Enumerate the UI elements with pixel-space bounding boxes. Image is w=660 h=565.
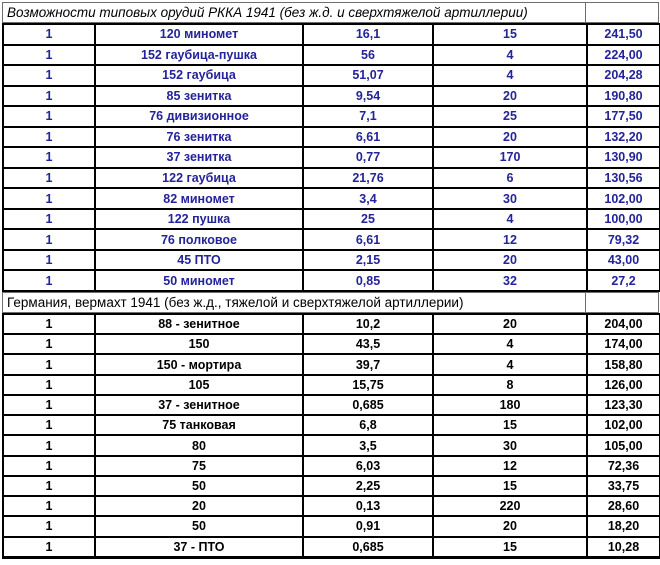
section-title-wehrmacht[interactable]: Германия, вермахт 1941 (без ж.д., тяжелой и сверхтяжелой артиллерии)	[2, 292, 586, 313]
cell[interactable]: 8	[433, 375, 587, 395]
cell[interactable]: 1	[3, 250, 95, 271]
cell[interactable]: 177,50	[587, 106, 660, 127]
cell[interactable]: 30	[433, 188, 587, 209]
cell[interactable]: 1	[3, 435, 95, 455]
section-title-rkka[interactable]: Возможности типовых орудий РККА 1941 (без ж.д. и сверхтяжелой артиллерии)	[2, 2, 586, 23]
cell[interactable]: 1	[3, 270, 95, 291]
cell[interactable]: 76 дивизионное	[95, 106, 303, 127]
cell[interactable]: 25	[433, 106, 587, 127]
cell[interactable]: 1	[3, 516, 95, 536]
cell[interactable]: 76 зенитка	[95, 127, 303, 148]
cell[interactable]: 102,00	[587, 415, 660, 435]
cell[interactable]: 1	[3, 415, 95, 435]
table-row	[3, 209, 660, 230]
cell[interactable]: 158,80	[587, 354, 660, 374]
cell[interactable]: 16,1	[303, 24, 433, 45]
table-row	[3, 147, 660, 168]
table-row	[3, 188, 660, 209]
cell[interactable]: 4	[433, 334, 587, 354]
cell[interactable]: 102,00	[587, 188, 660, 209]
cell[interactable]: 150 - мортира	[95, 354, 303, 374]
cell[interactable]: 241,50	[587, 24, 660, 45]
cell[interactable]: 1	[3, 456, 95, 476]
cell[interactable]: 6,61	[303, 229, 433, 250]
cell[interactable]: 50	[95, 516, 303, 536]
cell[interactable]: 6,61	[303, 127, 433, 148]
cell[interactable]: 9,54	[303, 86, 433, 107]
table-row	[3, 86, 660, 107]
cell[interactable]: 1	[3, 354, 95, 374]
cell[interactable]: 3,4	[303, 188, 433, 209]
table-row	[3, 435, 660, 455]
cell[interactable]: 4	[433, 354, 587, 374]
wehrmacht-table-body	[3, 314, 660, 558]
cell[interactable]: 20	[433, 516, 587, 536]
cell[interactable]: 28,60	[587, 496, 660, 516]
cell[interactable]: 6	[433, 168, 587, 189]
table-row	[3, 168, 660, 189]
cell[interactable]: 1	[3, 375, 95, 395]
cell[interactable]: 12	[433, 456, 587, 476]
cell[interactable]: 100,00	[587, 209, 660, 230]
cell[interactable]: 1	[3, 229, 95, 250]
table-row	[3, 106, 660, 127]
cell[interactable]: 190,80	[587, 86, 660, 107]
cell[interactable]: 1	[3, 476, 95, 496]
cell[interactable]: 25	[303, 209, 433, 230]
cell[interactable]: 10,28	[587, 537, 660, 558]
table-row	[3, 537, 660, 558]
cell[interactable]: 12	[433, 229, 587, 250]
section-header-row-rkka	[2, 2, 659, 23]
cell[interactable]: 56	[303, 45, 433, 66]
cell[interactable]: 85 зенитка	[95, 86, 303, 107]
cell[interactable]: 75 танковая	[95, 415, 303, 435]
cell[interactable]: 0,685	[303, 537, 433, 558]
wehrmacht-guns-table	[2, 313, 660, 559]
table-row	[3, 65, 660, 86]
cell[interactable]: 1	[3, 65, 95, 86]
table-row	[3, 415, 660, 435]
cell[interactable]: 6,8	[303, 415, 433, 435]
table-row	[3, 476, 660, 496]
cell[interactable]: 37 - зенитное	[95, 395, 303, 415]
cell[interactable]: 0,85	[303, 270, 433, 291]
cell[interactable]: 1	[3, 127, 95, 148]
cell[interactable]: 0,91	[303, 516, 433, 536]
cell[interactable]: 32	[433, 270, 587, 291]
cell[interactable]: 150	[95, 334, 303, 354]
section-header-row-wehrmacht	[2, 292, 659, 313]
table-row	[3, 229, 660, 250]
cell[interactable]: 15,75	[303, 375, 433, 395]
cell[interactable]: 1	[3, 496, 95, 516]
cell[interactable]: 43,5	[303, 334, 433, 354]
table-row	[3, 496, 660, 516]
cell[interactable]: 130,90	[587, 147, 660, 168]
table-row	[3, 127, 660, 148]
cell[interactable]: 1	[3, 168, 95, 189]
table-row	[3, 250, 660, 271]
cell[interactable]: 4	[433, 65, 587, 86]
cell[interactable]: 1	[3, 86, 95, 107]
cell[interactable]: 50	[95, 476, 303, 496]
cell[interactable]: 1	[3, 106, 95, 127]
cell[interactable]: 1	[3, 395, 95, 415]
cell[interactable]: 1	[3, 147, 95, 168]
cell[interactable]: 27,2	[587, 270, 660, 291]
cell[interactable]: 1	[3, 209, 95, 230]
cell[interactable]: 79,32	[587, 229, 660, 250]
cell[interactable]: 1	[3, 45, 95, 66]
cell[interactable]: 120 миномет	[95, 24, 303, 45]
cell[interactable]: 45 ПТО	[95, 250, 303, 271]
cell[interactable]: 152 гаубица-пушка	[95, 45, 303, 66]
cell[interactable]: 2,15	[303, 250, 433, 271]
cell[interactable]: 39,7	[303, 354, 433, 374]
cell[interactable]: 72,36	[587, 456, 660, 476]
cell[interactable]: 50 миномет	[95, 270, 303, 291]
cell[interactable]: 20	[433, 250, 587, 271]
empty-cell[interactable]	[586, 2, 659, 23]
cell[interactable]: 105,00	[587, 435, 660, 455]
cell[interactable]: 2,25	[303, 476, 433, 496]
table-row	[3, 45, 660, 66]
cell[interactable]: 4	[433, 209, 587, 230]
cell[interactable]: 18,20	[587, 516, 660, 536]
cell[interactable]: 122 пушка	[95, 209, 303, 230]
cell[interactable]: 30	[433, 435, 587, 455]
cell[interactable]: 33,75	[587, 476, 660, 496]
cell[interactable]: 174,00	[587, 334, 660, 354]
cell[interactable]: 152 гаубица	[95, 65, 303, 86]
cell[interactable]: 37 - ПТО	[95, 537, 303, 558]
cell[interactable]: 10,2	[303, 314, 433, 334]
cell[interactable]: 220	[433, 496, 587, 516]
cell[interactable]: 0,77	[303, 147, 433, 168]
cell[interactable]: 15	[433, 24, 587, 45]
cell[interactable]: 15	[433, 415, 587, 435]
cell[interactable]: 170	[433, 147, 587, 168]
cell[interactable]: 4	[433, 45, 587, 66]
cell[interactable]: 1	[3, 334, 95, 354]
table-row	[3, 334, 660, 354]
cell[interactable]: 20	[433, 86, 587, 107]
table-row	[3, 270, 660, 291]
cell[interactable]: 20	[433, 314, 587, 334]
table-row	[3, 24, 660, 45]
cell[interactable]: 1	[3, 24, 95, 45]
cell[interactable]: 76 полковое	[95, 229, 303, 250]
cell[interactable]: 43,00	[587, 250, 660, 271]
cell[interactable]: 1	[3, 188, 95, 209]
cell[interactable]: 204,00	[587, 314, 660, 334]
table-row	[3, 354, 660, 374]
cell[interactable]: 1	[3, 537, 95, 558]
cell[interactable]: 122 гаубица	[95, 168, 303, 189]
table-row	[3, 456, 660, 476]
cell[interactable]: 15	[433, 537, 587, 558]
cell[interactable]: 3,5	[303, 435, 433, 455]
cell[interactable]: 1	[3, 314, 95, 334]
cell[interactable]: 204,28	[587, 65, 660, 86]
cell[interactable]: 20	[433, 127, 587, 148]
cell[interactable]: 7,1	[303, 106, 433, 127]
table-row	[3, 516, 660, 536]
cell[interactable]: 130,56	[587, 168, 660, 189]
cell[interactable]: 105	[95, 375, 303, 395]
cell[interactable]: 132,20	[587, 127, 660, 148]
rkka-guns-table	[2, 23, 660, 292]
cell[interactable]: 224,00	[587, 45, 660, 66]
cell[interactable]: 0,685	[303, 395, 433, 415]
cell[interactable]: 80	[95, 435, 303, 455]
cell[interactable]: 180	[433, 395, 587, 415]
cell[interactable]: 126,00	[587, 375, 660, 395]
cell[interactable]: 15	[433, 476, 587, 496]
cell[interactable]: 82 миномет	[95, 188, 303, 209]
table-row	[3, 395, 660, 415]
cell[interactable]: 37 зенитка	[95, 147, 303, 168]
cell[interactable]: 21,76	[303, 168, 433, 189]
empty-cell[interactable]	[586, 292, 659, 313]
cell[interactable]: 88 - зенитное	[95, 314, 303, 334]
cell[interactable]: 123,30	[587, 395, 660, 415]
cell[interactable]: 0,13	[303, 496, 433, 516]
cell[interactable]: 51,07	[303, 65, 433, 86]
cell[interactable]: 6,03	[303, 456, 433, 476]
cell[interactable]: 20	[95, 496, 303, 516]
cell[interactable]: 75	[95, 456, 303, 476]
table-row	[3, 314, 660, 334]
rkka-table-body	[3, 24, 660, 291]
table-row	[3, 375, 660, 395]
